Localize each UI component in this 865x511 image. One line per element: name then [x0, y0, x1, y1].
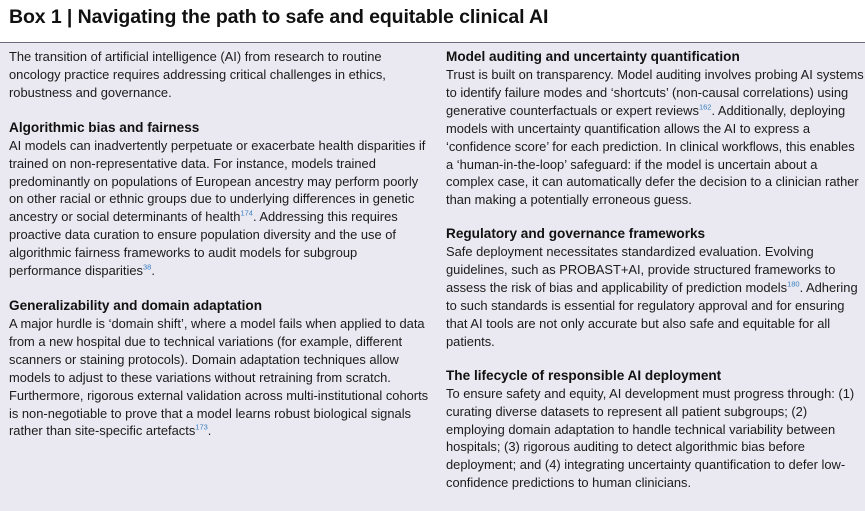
body-text: .: [207, 423, 212, 439]
reference-link[interactable]: 38: [142, 262, 152, 272]
section-heading: Algorithmic bias and fairness: [9, 119, 200, 135]
header-divider: [0, 42, 865, 43]
section-body: [446, 243, 865, 350]
body-text: .: [151, 263, 155, 279]
reference-link[interactable]: 180: [787, 279, 800, 289]
intro-paragraph: The transition of artificial intelligence (AI) from research to routine oncology practice requires addressing critical challenges in ethics, robustness and governance.: [9, 49, 386, 100]
body-text: . Addressing this requires proactive data curation to ensure population diversity and the use of algorithmic fairness frameworks to audit models for subgroup performance disparities: [9, 209, 398, 279]
section-body: [9, 315, 429, 440]
section-generalizability: [9, 297, 429, 440]
section-body: [446, 66, 865, 209]
body-text: AI models can inadvertently perpetuate or exacerbate health disparities if trained on non-representative data. For instance, models trained predominantly on populations of European ancestry may perform poorly on other racial or ethnic groups due to underlying differences in genetic ancestry or social determinants of health: [9, 137, 426, 225]
section-heading: The lifecycle of responsible AI deployment: [446, 367, 722, 383]
box-title: Box 1 | Navigating the path to safe and equitable clinical AI: [9, 6, 549, 28]
left-column: [9, 48, 429, 440]
section-regulatory: [446, 225, 865, 350]
body-text: A major hurdle is ‘domain shift’, where a model fails when applied to data from a new hospital due to technical variations (for example, different scanners or staining protocols). Domain adaptation techniques allow models to adjust to these variations without retraining from scratch. Furthermore, rigorous external validation across multi-institutional cohorts is non-negotiable to prove that a model learns robust biological signals rather than site-specific artefacts: [9, 315, 429, 439]
section-heading: Generalizability and domain adaptation: [9, 297, 263, 313]
section-body: [9, 137, 429, 280]
reference-link[interactable]: 162: [698, 102, 712, 112]
body-text: . Adhering to such standards is essential for regulatory approval and for ensuring that AI tools are not only accurate but also safe and equitable for all patients.: [446, 280, 858, 349]
section-model-auditing: [446, 48, 865, 209]
body-text: Trust is built on transparency. Model auditing involves probing AI systems to identify failure modes and ‘shortcuts’ (non-causal correlations) using generative counterfactuals or expert reviews: [446, 67, 864, 118]
section-body: To ensure safety and equity, AI development must progress through: (1) curating diverse datasets to represent all patient subgroups; (2) employing domain adaptation to handle technical variability between hospitals; (3) rigorous auditing to detect algorithmic bias before deployment; and (4) integrating uncertainty quantification to defer low-confidence predictions to human clinicians.: [446, 385, 855, 491]
body-text: Safe deployment necessitates standardized evaluation. Evolving guidelines, such as PROBAST+AI, provide structured frameworks to assess the risk of bias and applicability of prediction models: [446, 244, 836, 296]
reference-link[interactable]: 174: [240, 209, 253, 219]
body-text: . Additionally, deploying models with uncertainty quantification allows the AI to express a ‘confidence score’ for each prediction. In clinical workflows, this enables a ‘human-in-the-loop’ safeguard: if the model is uncertain about a complex case, it can automatically defer the decision to a clinician rather than making a potentially erroneous guess.: [446, 102, 859, 208]
section-heading: Regulatory and governance frameworks: [446, 226, 706, 242]
reference-link[interactable]: 173: [195, 423, 208, 433]
section-algorithmic-bias: [9, 119, 429, 280]
section-heading: Model auditing and uncertainty quantification: [446, 49, 740, 64]
section-lifecycle: [446, 367, 865, 492]
right-column: [446, 48, 865, 492]
box-header: [0, 0, 865, 42]
